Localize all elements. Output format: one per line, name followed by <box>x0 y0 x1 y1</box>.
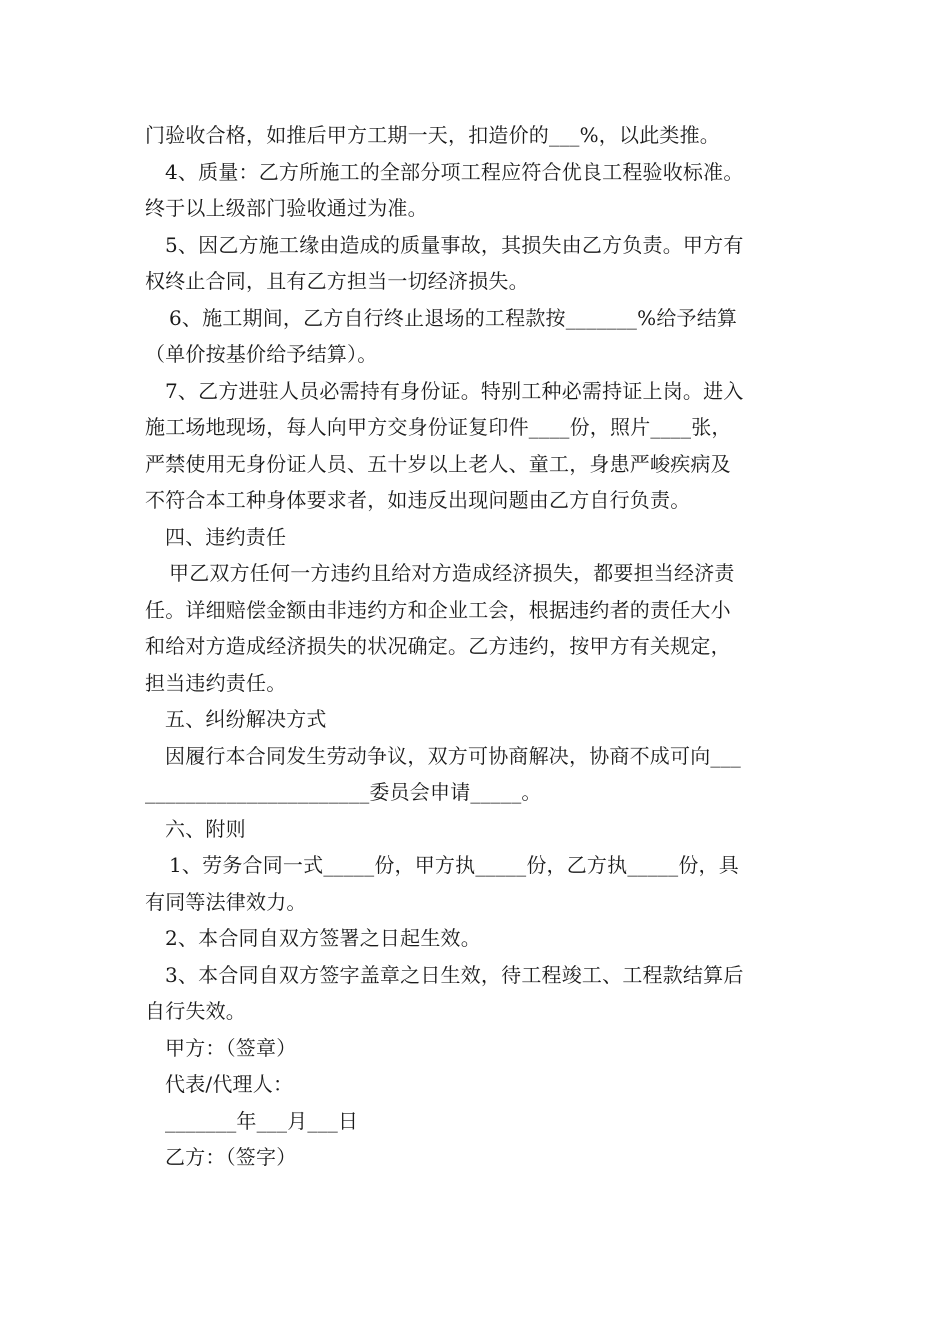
paragraph-line: 严禁使用无身份证人员、五十岁以上老人、童工，身患严峻疾病及 <box>145 451 731 476</box>
paragraph-line: 7、乙方进驻人员必需持有身份证。特别工种必需持证上岗。进入 <box>165 378 744 403</box>
document-body <box>145 117 810 1176</box>
paragraph-line: 1、劳务合同一式_____份，甲方执_____份，乙方执_____份，具 <box>169 853 739 877</box>
paragraph-line: 3、本合同自双方签字盖章之日生效，待工程竣工、工程款结算后 <box>165 962 744 987</box>
section-heading: 四、违约责任 <box>165 524 287 549</box>
paragraph-line: 6、施工期间，乙方自行终止退场的工程款按_______%给予结算 <box>169 305 738 330</box>
section-heading: 六、附则 <box>165 816 246 841</box>
paragraph-line: 终于以上级部门验收通过为准。 <box>145 196 428 220</box>
paragraph-line: 因履行本合同发生劳动争议，双方可协商解决，协商不成可向___ <box>165 743 741 768</box>
paragraph-line: 4、质量：乙方所施工的全部分项工程应符合优良工程验收标准。 <box>165 159 744 184</box>
paragraph-line: （单价按基价给予结算）。 <box>145 342 378 366</box>
signature-date: _______年___月___日 <box>165 1108 359 1133</box>
paragraph-line: 门验收合格，如推后甲方工期一天，扣造价的___%，以此类推。 <box>145 123 721 147</box>
paragraph-line: 权终止合同，且有乙方担当一切经济损失。 <box>145 269 529 293</box>
signature-representative: 代表/代理人： <box>165 1072 294 1096</box>
paragraph-line: 2、本合同自双方签署之日起生效。 <box>165 926 481 950</box>
paragraph-line: 5、因乙方施工缘由造成的质量事故，其损失由乙方负责。甲方有 <box>165 232 744 257</box>
signature-party-a: 甲方：（签章） <box>165 1035 297 1060</box>
paragraph-line: 任。详细赔偿金额由非违约方和企业工会，根据违约者的责任大小 <box>145 597 731 622</box>
paragraph-line: 和给对方造成经济损失的状况确定。乙方违约，按甲方有关规定， <box>145 634 731 658</box>
paragraph-line: 有同等法律效力。 <box>145 889 307 914</box>
paragraph-line: 自行失效。 <box>145 999 246 1023</box>
paragraph-line: 担当违约责任。 <box>145 670 287 695</box>
section-heading: 五、纠纷解决方式 <box>165 707 327 731</box>
signature-party-b: 乙方：（签字） <box>165 1145 297 1169</box>
paragraph-line: 不符合本工种身体要求者，如违反出现问题由乙方自行负责。 <box>145 488 691 512</box>
paragraph-line: 甲乙双方任何一方违约且给对方造成经济损失，都要担当经济责 <box>169 561 735 585</box>
paragraph-line: ______________________委员会申请_____。 <box>145 780 542 804</box>
paragraph-line: 施工场地现场，每人向甲方交身份证复印件____份，照片____张， <box>145 415 732 439</box>
